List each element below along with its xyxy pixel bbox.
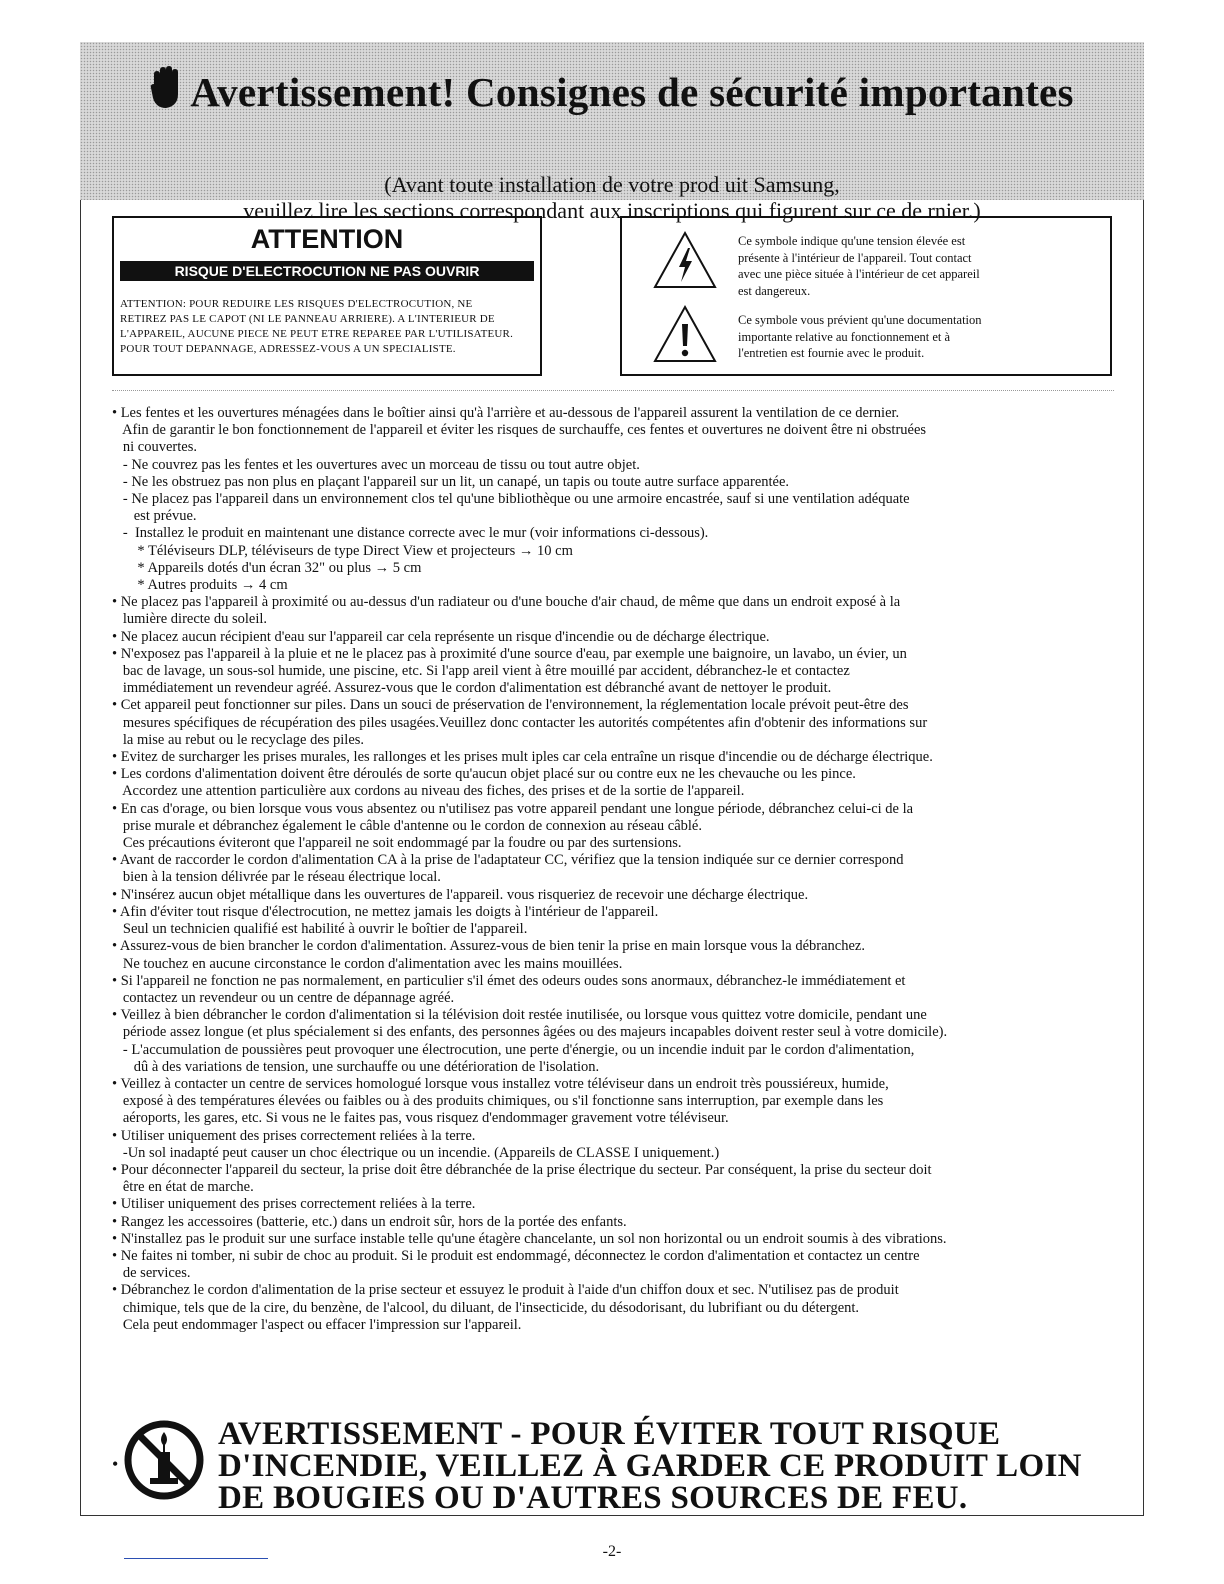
safety-instructions bbox=[112, 405, 1112, 1334]
section-divider bbox=[112, 390, 1114, 391]
exclamation-line: l'entretien est fournie avec le produit. bbox=[738, 346, 925, 360]
instruction-line: bien à la tension délivrée par le réseau électrique local. bbox=[112, 869, 441, 886]
no-candle-icon bbox=[124, 1420, 204, 1505]
voltage-symbol-text bbox=[738, 233, 1100, 299]
instruction-line: lumière directe du soleil. bbox=[112, 611, 268, 628]
instruction-line: aéroports, les gares, etc. Si vous ne le faites pas, vous risquez d'endommager gravement votre téléviseur. bbox=[112, 1110, 729, 1127]
instruction-line: * Autres produits → 4 cm bbox=[112, 577, 288, 594]
instruction-line: • Les fentes et les ouvertures ménagées dans le boîtier ainsi qu'à l'arrière et au-dessous de l'appareil assurent la ventilation de ce dernier. bbox=[112, 405, 900, 421]
warning-bullet: • bbox=[112, 1454, 119, 1474]
instruction-line: • Rangez les accessoires (batterie, etc.) dans un endroit sûr, hors de la portée des enfants. bbox=[112, 1213, 627, 1230]
instruction-line: • Débranchez le cordon d'alimentation de la prise secteur et essuyez le produit à l'aide d'un chiffon doux et sec. N'utilisez pas de produit bbox=[112, 1282, 899, 1299]
instruction-line: * Appareils dotés d'un écran 32" ou plus → 5 cm bbox=[112, 559, 422, 576]
page-title bbox=[80, 66, 1144, 120]
page-number: -2- bbox=[602, 1543, 622, 1560]
instruction-line: mesures spécifiques de récupération des piles usagées.Veuillez donc contacter les autorités compétentes afin d'obtenir des informations sur bbox=[112, 714, 928, 731]
instruction-line: • Afin d'éviter tout risque d'électrocution, ne mettez jamais les doigts à l'intérieur de l'appareil. bbox=[112, 903, 659, 920]
instruction-line: prise murale et débranchez également le câble d'antenne ou le cordon de connexion au réseau câblé. bbox=[112, 817, 702, 834]
instruction-line: • Ne placez pas l'appareil à proximité ou au-dessus d'un radiateur ou d'une bouche d'air chaud, de même que dans un endroit exposé à la bbox=[112, 594, 901, 611]
attention-box bbox=[112, 216, 542, 376]
fire-warning bbox=[112, 1418, 1112, 1518]
warning-line: D'INCENDIE, VEILLEZ À GARDER CE PRODUIT LOIN bbox=[218, 1448, 1082, 1484]
attention-line: ATTENTION: POUR REDUIRE LES RISQUES D'ELECTROCUTION, NE bbox=[120, 298, 473, 310]
subtitle-line: veuillez lire les sections correspondant aux inscriptions qui figurent sur ce de rnier.) bbox=[243, 198, 981, 223]
instruction-line: dû à des variations de tension, une surchauffe ou une détérioration de l'isolation. bbox=[112, 1058, 600, 1075]
instruction-line: • N'insérez aucun objet métallique dans les ouvertures de l'appareil. vous risqueriez de recevoir une décharge électrique. bbox=[112, 886, 809, 903]
instruction-line: • Utiliser uniquement des prises correctement reliées à la terre. bbox=[112, 1127, 476, 1144]
instruction-line: • Avant de raccorder le cordon d'alimentation CA à la prise de l'adaptateur CC, vérifiez que la tension indiquée sur ce dernier correspond bbox=[112, 852, 904, 869]
instruction-line: la mise au rebut ou le recyclage des piles. bbox=[112, 731, 365, 748]
instruction-line: ni couvertes. bbox=[112, 439, 197, 456]
subtitle-line: (Avant toute installation de votre prod uit Samsung, bbox=[384, 172, 840, 197]
instruction-line: chimique, tels que de la cire, du benzène, de l'alcool, du diluant, de l'insecticide, du désodorisant, du lubrifiant ou du détergent. bbox=[112, 1299, 860, 1316]
instruction-line: • Evitez de surcharger les prises murales, les rallonges et les prises mult iples car cela entraîne un risque d'incendie ou de décharge électrique. bbox=[112, 749, 933, 766]
instruction-line: - L'accumulation de poussières peut provoquer une électrocution, une perte d'énergie, ou un incendie induit par le cordon d'alimentation, bbox=[112, 1041, 915, 1058]
instruction-line: -Un sol inadapté peut causer un choc électrique ou un incendie. (Appareils de CLASSE I uniquement.) bbox=[112, 1144, 720, 1161]
instruction-line: • N'exposez pas l'appareil à la pluie et ne le placez pas à proximité d'une source d'eau, par exemple une baignoire, un lavabo, un évier, un bbox=[112, 645, 907, 662]
instruction-line: - Ne couvrez pas les fentes et les ouvertures avec un morceau de tissu ou tout autre objet. bbox=[112, 456, 640, 473]
instruction-line: • Assurez-vous de bien brancher le cordon d'alimentation. Assurez-vous de bien tenir la prise en main lorsque vous la débranchez. bbox=[112, 938, 865, 955]
instruction-line: contactez un revendeur ou un centre de dépannage agréé. bbox=[112, 989, 455, 1006]
instruction-line: Ces précautions éviteront que l'appareil ne soit endommagé par la foudre ou par des surtensions. bbox=[112, 835, 682, 852]
instruction-line: est prévue. bbox=[112, 508, 197, 525]
voltage-line: avec une pièce située à l'intérieur de cet appareil bbox=[738, 267, 980, 281]
fire-warning-text bbox=[218, 1418, 1082, 1514]
instruction-line: • En cas d'orage, ou bien lorsque vous vous absentez ou n'utilisez pas votre appareil pendant une longue période, débranchez celui-ci de la bbox=[112, 800, 914, 817]
exclamation-line: Ce symbole vous prévient qu'une documentation bbox=[738, 313, 982, 327]
voltage-line: Ce symbole indique qu'une tension élevée est bbox=[738, 234, 966, 248]
attention-line: L'APPAREIL, AUCUNE PIECE NE PEUT ETRE REPAREE PAR L'UTILISATEUR. bbox=[120, 328, 514, 340]
header-banner bbox=[80, 42, 1144, 223]
instruction-line: - Ne les obstruez pas non plus en plaçant l'appareil sur un lit, un canapé, un tapis ou toute autre surface apparentée. bbox=[112, 473, 790, 490]
instruction-line: • N'installez pas le produit sur une surface instable telle qu'une étagère chancelante, un sol non horizontal ou un endroit soumis à des vibrations. bbox=[112, 1230, 947, 1247]
instruction-line: être en état de marche. bbox=[112, 1179, 254, 1196]
instruction-line: • Veillez à bien débrancher le cordon d'alimentation si la télévision doit restée inutilisée, ou lorsque vous quittez votre domicile, pendant une bbox=[112, 1007, 927, 1024]
instruction-line: Cela peut endommager l'aspect ou effacer l'impression sur l'appareil. bbox=[112, 1316, 522, 1333]
instruction-line: exposé à des températures élevées ou faibles ou à des produits chimiques, ou s'il fonctionne sans interruption, par exemple dans les bbox=[112, 1093, 884, 1110]
instruction-line: de services. bbox=[112, 1265, 191, 1282]
attention-bar: RISQUE D'ELECTROCUTION NE PAS OUVRIR bbox=[120, 261, 534, 281]
instruction-line: * Téléviseurs DLP, téléviseurs de type Direct View et projecteurs → 10 cm bbox=[112, 542, 573, 559]
instruction-line: • Les cordons d'alimentation doivent être déroulés de sorte qu'aucun objet placé sur ou contre eux ne les chevauche ou les pince. bbox=[112, 766, 856, 783]
warning-line: DE BOUGIES OU D'AUTRES SOURCES DE FEU. bbox=[218, 1480, 968, 1516]
exclamation-line: importante relative au fonctionnement et à bbox=[738, 329, 951, 344]
instruction-line: • Ne faites ni tomber, ni subir de choc au produit. Si le produit est endommagé, déconnectez le cordon d'alimentation et contactez un centre bbox=[112, 1247, 920, 1264]
instruction-line: Ne touchez en aucune circonstance le cordon d'alimentation avec les mains mouillées. bbox=[112, 955, 623, 972]
instruction-line: • Cet appareil peut fonctionner sur piles. Dans un souci de préservation de l'environnement, la réglementation locale prévoit peut-être des bbox=[112, 697, 909, 714]
instruction-line: Accordez une attention particulière aux cordons au niveau des fiches, des prises et de la sortie de l'appareil. bbox=[112, 783, 745, 800]
instruction-line: • Ne placez aucun récipient d'eau sur l'appareil car cela représente un risque d'incendie ou de décharge électrique. bbox=[112, 628, 770, 645]
instruction-line: • Pour déconnecter l'appareil du secteur, la prise doit être débranchée de la prise électrique du secteur. Par conséquent, la prise du secteur doit bbox=[112, 1161, 932, 1178]
exclamation-warning-icon bbox=[652, 304, 718, 369]
instruction-line: immédiatement un revendeur agréé. Assurez-vous que le cordon d'alimentation est débranché avant de nettoyer le produit. bbox=[112, 680, 832, 697]
hand-stop-icon bbox=[150, 66, 180, 120]
high-voltage-icon bbox=[652, 230, 718, 295]
instruction-line: Seul un technicien qualifié est habilité à ouvrir le boîtier de l'appareil. bbox=[112, 921, 528, 938]
instruction-line: bac de lavage, un sous-sol humide, une piscine, etc. Si l'app areil vient à être mouillé par accident, débranchez-le et contactez bbox=[112, 663, 850, 680]
instruction-line: • Si l'appareil ne fonction ne pas normalement, en particulier s'il émet des odeurs oudes sons anormaux, débranchez-le immédiatement et bbox=[112, 972, 906, 989]
voltage-line: est dangereux. bbox=[738, 283, 811, 298]
attention-title: ATTENTION bbox=[250, 224, 404, 254]
attention-text bbox=[120, 297, 536, 357]
instruction-line: période assez longue (et plus spécialement si des enfants, des personnes âgées ou des majeurs incapables doivent rester seul à votre domicile). bbox=[112, 1024, 948, 1041]
instruction-line: • Veillez à contacter un centre de services homologué lorsque vous installez votre téléviseur dans un endroit très poussiéreux, humide, bbox=[112, 1075, 889, 1092]
exclamation-symbol-text bbox=[738, 312, 1100, 362]
page-title-text: Avertissement! Consignes de sécurité importantes bbox=[190, 69, 1074, 115]
attention-line: RETIREZ PAS LE CAPOT (NI LE PANNEAU ARRIERE). A L'INTERIEUR DE bbox=[120, 313, 495, 325]
instruction-line: - Ne placez pas l'appareil dans un environnement clos tel qu'une bibliothèque ou une armoire encastrée, sauf si une ventilation adéquate bbox=[112, 491, 910, 508]
instruction-line: - Installez le produit en maintenant une distance correcte avec le mur (voir informations ci-dessous). bbox=[112, 525, 709, 542]
warning-line: AVERTISSEMENT - POUR ÉVITER TOUT RISQUE bbox=[218, 1416, 1001, 1452]
symbols-box bbox=[620, 216, 1112, 376]
voltage-line: présente à l'intérieur de l'appareil. Tout contact bbox=[738, 250, 972, 265]
instruction-line: • Utiliser uniquement des prises correctement reliées à la terre. bbox=[112, 1196, 476, 1213]
instruction-line: Afin de garantir le bon fonctionnement de l'appareil et éviter les risques de surchauffe, ces fentes et ouvertures ne doivent être ni obstruées bbox=[112, 422, 927, 439]
attention-line: POUR TOUT DEPANNAGE, ADRESSEZ-VOUS A UN SPECIALISTE. bbox=[120, 343, 456, 355]
